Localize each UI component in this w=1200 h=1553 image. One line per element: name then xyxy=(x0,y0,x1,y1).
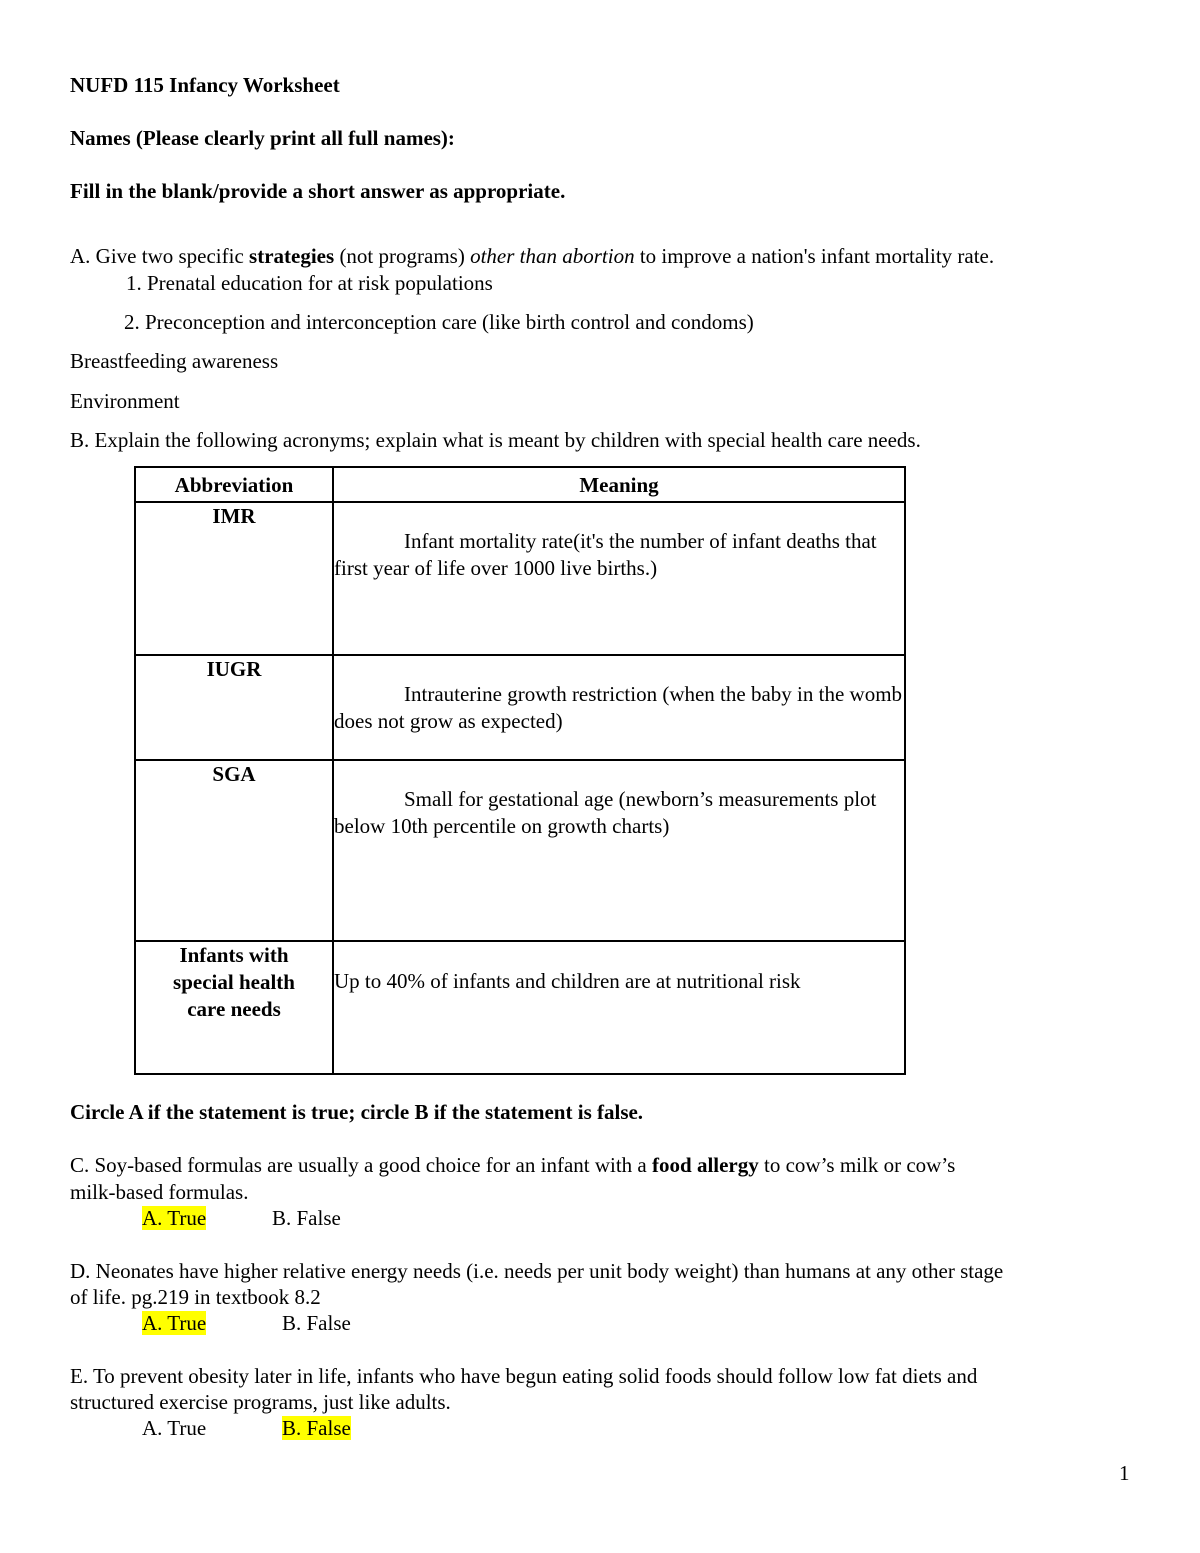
abbr-cell: IUGR xyxy=(135,655,333,760)
question-a-suffix: to improve a nation's infant mortality rate. xyxy=(634,244,995,268)
page-number: 1 xyxy=(1119,1461,1130,1485)
question-d-line1: D. Neonates have higher relative energy needs (i.e. needs per unit body weight) than humans at any other stage xyxy=(70,1259,1004,1283)
question-a-middle: (not programs) xyxy=(334,244,471,268)
abbr-cell: Infants with special health care needs xyxy=(135,941,333,1074)
abbr-cell: IMR xyxy=(135,502,333,655)
meaning-cell xyxy=(333,941,905,1074)
meaning-text: Small for gestational age (newborn’s measurements plot below 10th percentile on growth charts) xyxy=(334,787,877,838)
table-row xyxy=(135,655,905,760)
question-c-option-a[interactable]: A. True xyxy=(142,1206,207,1230)
question-e-line2: structured exercise programs, just like adults. xyxy=(70,1390,451,1414)
page-title: NUFD 115 Infancy Worksheet xyxy=(70,73,340,97)
meaning-text: Infant mortality rate(it's the number of infant deaths that first year of life over 1000 live births.) xyxy=(334,529,877,580)
question-c-suffix: to cow’s milk or cow’s xyxy=(758,1153,956,1177)
question-e-line1: E. To prevent obesity later in life, infants who have begun eating solid foods should follow low fat diets and xyxy=(70,1364,978,1388)
question-d-option-b[interactable]: B. False xyxy=(282,1311,351,1335)
table-row xyxy=(135,760,905,941)
tf-instructions: Circle A if the statement is true; circle B if the statement is false. xyxy=(70,1100,644,1124)
header-abbreviation: Abbreviation xyxy=(135,467,333,502)
question-e-option-a[interactable]: A. True xyxy=(142,1416,207,1440)
answer-a-extra-1: Breastfeeding awareness xyxy=(70,349,279,373)
question-c-prefix: C. Soy-based formulas are usually a good choice for an infant with a xyxy=(70,1153,653,1177)
question-d-option-a[interactable]: A. True xyxy=(142,1311,207,1335)
acronym-table xyxy=(134,466,906,1075)
question-c-line2: milk-based formulas. xyxy=(70,1180,249,1204)
meaning-text: Intrauterine growth restriction (when the baby in the womb does not grow as expected) xyxy=(334,682,903,733)
table-row xyxy=(135,502,905,655)
question-c-bold: food allergy xyxy=(652,1153,759,1177)
question-a-italic: other than abortion xyxy=(470,244,635,268)
question-d-line2: of life. pg.219 in textbook 8.2 xyxy=(70,1285,321,1309)
question-c xyxy=(70,1152,955,1178)
table-row xyxy=(135,941,905,1074)
meaning-text: Up to 40% of infants and children are at nutritional risk xyxy=(334,969,801,993)
meaning-cell xyxy=(333,760,905,941)
names-prompt: Names (Please clearly print all full names): xyxy=(70,126,455,150)
instructions: Fill in the blank/provide a short answer as appropriate. xyxy=(70,179,566,203)
question-a-bold: strategies xyxy=(249,244,335,268)
table-header-row xyxy=(135,467,905,502)
question-b: B. Explain the following acronyms; explain what is meant by children with special health care needs. xyxy=(70,428,921,452)
answer-a-2: 2. Preconception and interconception care (like birth control and condoms) xyxy=(124,310,754,334)
meaning-cell xyxy=(333,502,905,655)
meaning-cell xyxy=(333,655,905,760)
abbr-cell: SGA xyxy=(135,760,333,941)
answer-a-1: 1. Prenatal education for at risk populations xyxy=(126,271,493,295)
question-a-prefix: A. Give two specific xyxy=(70,244,250,268)
question-e-option-b[interactable]: B. False xyxy=(282,1416,351,1440)
answer-a-extra-2: Environment xyxy=(70,389,180,413)
question-a xyxy=(70,243,994,269)
question-c-option-b[interactable]: B. False xyxy=(272,1206,341,1230)
header-meaning: Meaning xyxy=(333,467,905,502)
